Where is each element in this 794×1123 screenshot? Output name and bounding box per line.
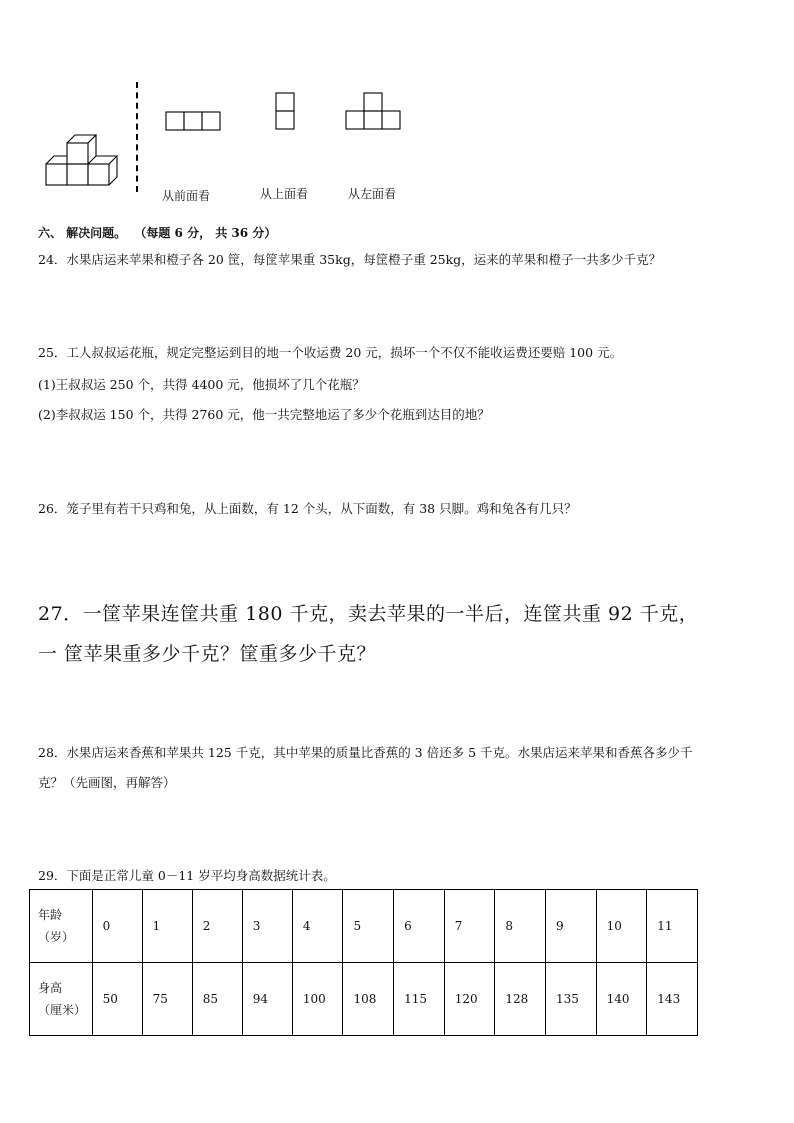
height-cell: 108 xyxy=(343,963,394,1036)
section-title: 六、 解决问题。 xyxy=(38,226,127,240)
left-view-figure xyxy=(344,91,404,132)
age-cell: 3 xyxy=(242,890,292,963)
height-cell: 94 xyxy=(242,963,292,1036)
table-row-age xyxy=(30,890,698,963)
age-cell: 0 xyxy=(92,890,142,963)
height-cell: 143 xyxy=(647,963,698,1036)
section-score: （每题 6 分， 共 36 分） xyxy=(134,226,277,240)
age-cell: 5 xyxy=(343,890,394,963)
height-header-label: 身高 xyxy=(38,981,63,995)
height-cell: 75 xyxy=(142,963,192,1036)
left-view-label: 从左面看 xyxy=(348,187,397,201)
height-cell: 85 xyxy=(192,963,242,1036)
age-header-unit: （岁） xyxy=(38,930,75,944)
top-view-label: 从上面看 xyxy=(260,187,309,201)
question-26: 26．笼子里有若干只鸡和兔，从上面数，有 12 个头，从下面数，有 38 只脚。鸡和兔各有几只？ xyxy=(38,501,577,516)
height-cell: 135 xyxy=(546,963,597,1036)
question-28-line1: 28．水果店运来香蕉和苹果共 125 千克，其中苹果的质量比香蕉的 3 倍还多 5 千克。水果店运来苹果和香蕉各多少千 xyxy=(38,745,693,760)
height-stats-table xyxy=(29,889,698,1036)
age-header-cell xyxy=(30,890,93,963)
age-header-label: 年龄 xyxy=(38,908,63,922)
height-cell: 128 xyxy=(495,963,546,1036)
question-28-line2: 克？（先画图，再解答） xyxy=(38,775,176,790)
question-25-part1: (1)王叔叔运 250 个，共得 4400 元，他损坏了几个花瓶？ xyxy=(38,377,365,392)
front-view-figure xyxy=(164,110,222,132)
age-cell: 1 xyxy=(142,890,192,963)
top-view-figure xyxy=(274,91,296,132)
height-cell: 140 xyxy=(596,963,647,1036)
age-cell: 6 xyxy=(394,890,445,963)
age-cell: 4 xyxy=(292,890,343,963)
question-25-stem: 25．工人叔叔运花瓶，规定完整运到目的地一个收运费 20 元，损坏一个不仅不能收运费还要赔 100 元。 xyxy=(38,345,623,360)
section-heading xyxy=(38,224,276,241)
height-cell: 100 xyxy=(292,963,343,1036)
dashed-divider xyxy=(136,82,138,192)
cube-stack-figure xyxy=(40,124,130,190)
question-29-intro: 29．下面是正常儿童 0－11 岁平均身高数据统计表。 xyxy=(38,868,336,883)
front-view-label: 从前面看 xyxy=(162,189,211,203)
age-cell: 11 xyxy=(647,890,698,963)
height-cell: 50 xyxy=(92,963,142,1036)
age-cell: 2 xyxy=(192,890,242,963)
age-cell: 10 xyxy=(596,890,647,963)
age-cell: 7 xyxy=(444,890,495,963)
age-cell: 8 xyxy=(495,890,546,963)
question-24: 24．水果店运来苹果和橙子各 20 筐，每筐苹果重 35kg，每筐橙子重 25kg，运来的苹果和橙子一共多少千克？ xyxy=(38,252,662,267)
table-row-height xyxy=(30,963,698,1036)
height-header-unit: （厘米） xyxy=(38,1003,87,1017)
question-25-part2: (2)李叔叔运 150 个，共得 2760 元，他一共完整地运了多少个花瓶到达目的地？ xyxy=(38,407,490,422)
question-27-line1: 27．一筐苹果连筐共重 180 千克，卖去苹果的一半后，连筐共重 92 千克， xyxy=(38,603,699,625)
height-cell: 115 xyxy=(394,963,445,1036)
age-cell: 9 xyxy=(546,890,597,963)
height-cell: 120 xyxy=(444,963,495,1036)
question-27-line2: 一 筐苹果重多少千克？筐重多少千克？ xyxy=(38,643,377,665)
height-header-cell xyxy=(30,963,93,1036)
